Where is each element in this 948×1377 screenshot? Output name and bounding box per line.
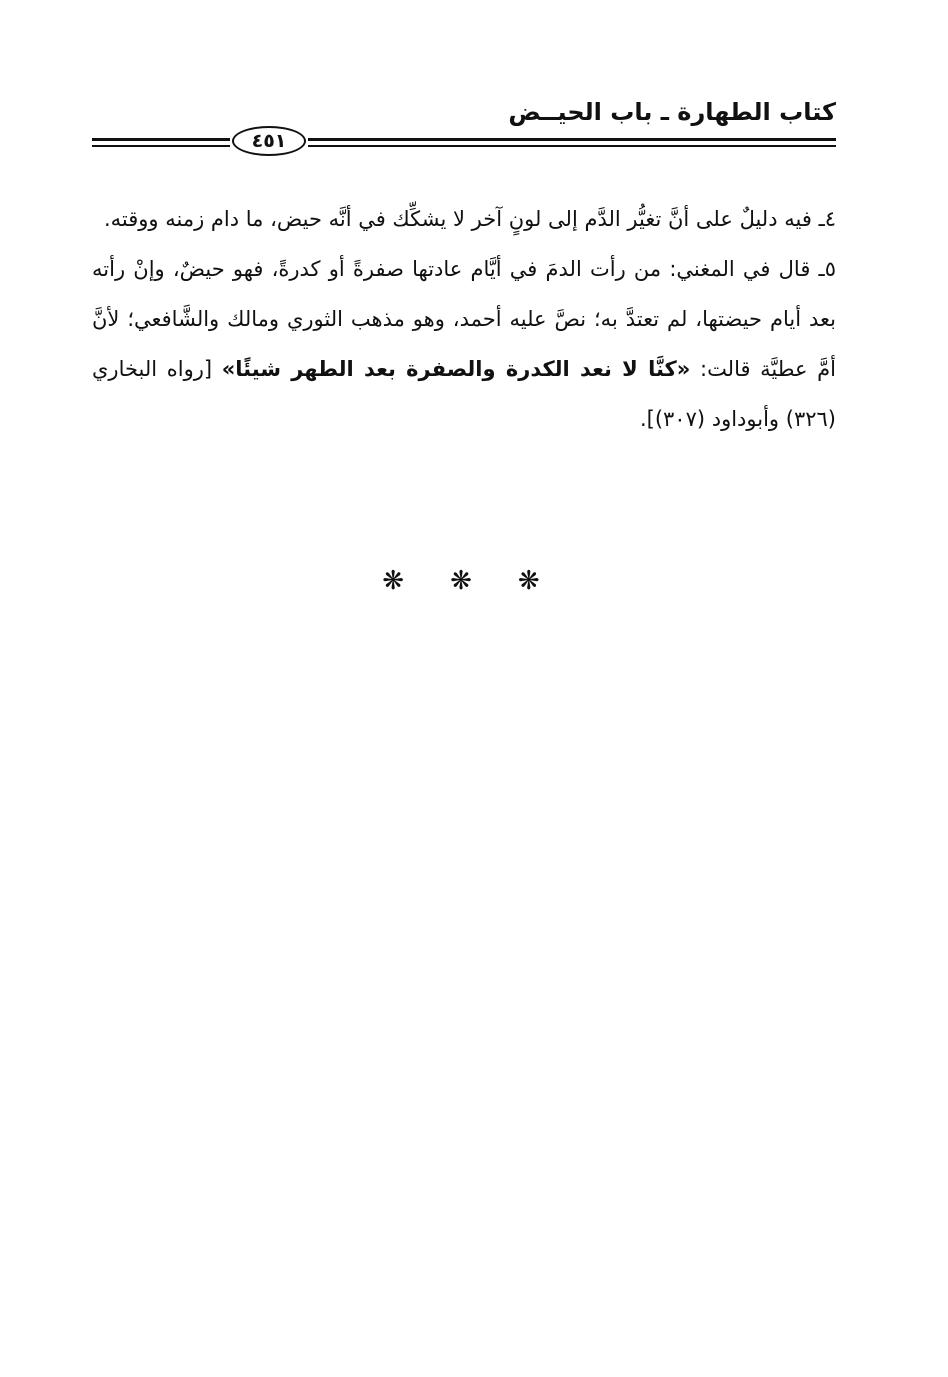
page-number-badge: ٤٥١ — [232, 126, 306, 156]
list-item-4 — [92, 194, 836, 244]
asterism-star-icon: ❋ — [450, 566, 498, 596]
item-text: فيه دليلٌ على أنَّ تغيُّر الدَّم إلى لونٍ آخر لا يشكِّك في أنَّه حيض، ما دام زمنه ووقته. — [103, 207, 812, 231]
header-rule-left — [92, 138, 230, 147]
asterism-star-icon: ❋ — [517, 566, 566, 596]
header-rule-right — [308, 138, 836, 147]
hadith-citation: [رواه البخاري (٣٢٦) وأبوداود (٣٠٧)]. — [92, 357, 836, 431]
list-item-5 — [92, 244, 836, 444]
section-divider — [0, 566, 948, 596]
item-number: ٥ـ — [818, 257, 836, 281]
hadith-quote: «كنَّا لا نعد الكدرة والصفرة بعد الطهر شيئًا» — [221, 357, 691, 381]
item-number: ٤ـ — [818, 207, 836, 231]
running-header-title: كتاب الطهارة ـ باب الحيــض — [508, 98, 836, 126]
asterism-star-icon: ❋ — [382, 566, 431, 596]
page-body — [92, 194, 836, 444]
page-header — [92, 98, 836, 168]
item-text: قال في المغني: من رأت الدمَ في أيَّام عادتها صفرةً أو كدرةً، فهو حيضٌ، وإنْ رأته بعد أيام حيضتها، لم تعتدَّ به؛ نصَّ عليه أحمد، وهو مذهب الثوري ومالك والشَّافعي؛ لأنَّ أمَّ عطيَّة قالت: — [92, 257, 837, 381]
